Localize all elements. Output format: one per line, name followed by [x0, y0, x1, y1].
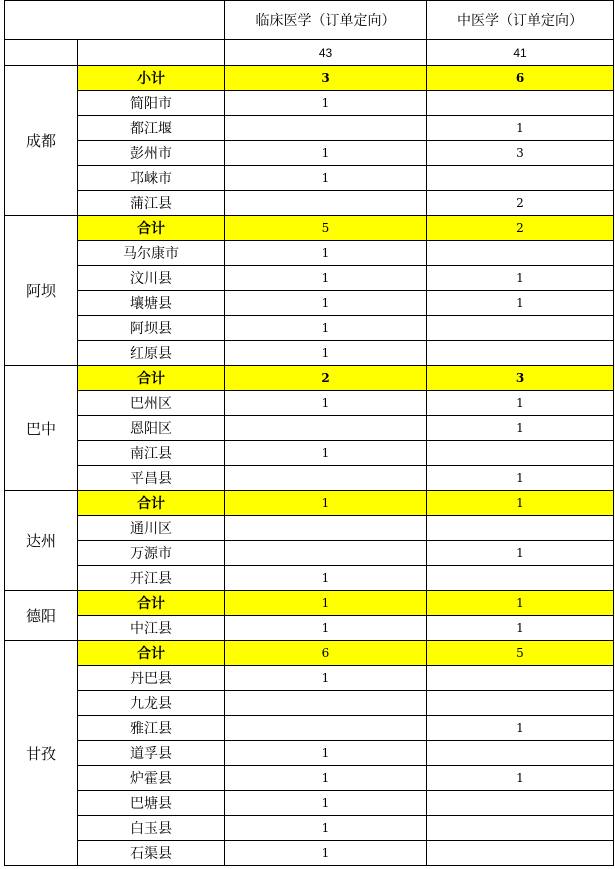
county-tcm: 1: [427, 716, 614, 741]
county-name: 道孚县: [78, 741, 225, 766]
county-name: 彭州市: [78, 141, 225, 166]
county-row: [5, 166, 614, 191]
county-name: 恩阳区: [78, 416, 225, 441]
county-clinical: 1: [225, 341, 427, 366]
county-clinical: 1: [225, 316, 427, 341]
subtotal-label: 合计: [78, 491, 225, 516]
county-tcm: [427, 341, 614, 366]
county-row: [5, 191, 614, 216]
subtotal-label: 合计: [78, 591, 225, 616]
county-name: 万源市: [78, 541, 225, 566]
county-tcm: [427, 841, 614, 866]
subtotal-clinical: 5: [225, 216, 427, 241]
county-tcm: [427, 666, 614, 691]
county-name: 九龙县: [78, 691, 225, 716]
county-tcm: 3: [427, 141, 614, 166]
header-clinical: 临床医学（订单定向）: [225, 1, 427, 40]
county-row: [5, 566, 614, 591]
subtotal-label: 小计: [78, 66, 225, 91]
county-name: 开江县: [78, 566, 225, 591]
county-clinical: 1: [225, 291, 427, 316]
county-name: 雅江县: [78, 716, 225, 741]
county-clinical: [225, 116, 427, 141]
county-clinical: 1: [225, 791, 427, 816]
subtotal-clinical: 2: [225, 366, 427, 391]
county-tcm: [427, 516, 614, 541]
county-tcm: [427, 316, 614, 341]
county-tcm: 1: [427, 266, 614, 291]
subtotal-label: 合计: [78, 641, 225, 666]
county-row: [5, 691, 614, 716]
subtotal-tcm: 2: [427, 216, 614, 241]
county-tcm: [427, 91, 614, 116]
county-name: 炉霍县: [78, 766, 225, 791]
county-tcm: 2: [427, 191, 614, 216]
county-name: 中江县: [78, 616, 225, 641]
county-row: [5, 816, 614, 841]
county-name: 白玉县: [78, 816, 225, 841]
header-row: [5, 1, 614, 40]
county-name: 阿坝县: [78, 316, 225, 341]
county-clinical: 1: [225, 666, 427, 691]
county-tcm: 1: [427, 541, 614, 566]
county-tcm: [427, 816, 614, 841]
county-row: [5, 741, 614, 766]
subtotal-clinical: 3: [225, 66, 427, 91]
county-clinical: [225, 191, 427, 216]
county-clinical: 1: [225, 816, 427, 841]
county-row: [5, 791, 614, 816]
county-row: [5, 516, 614, 541]
county-clinical: 1: [225, 141, 427, 166]
county-row: [5, 441, 614, 466]
county-tcm: [427, 166, 614, 191]
county-name: 壤塘县: [78, 291, 225, 316]
total-blank-cell: [78, 40, 225, 66]
county-name: 南江县: [78, 441, 225, 466]
county-clinical: 1: [225, 391, 427, 416]
subtotal-row: [5, 641, 614, 666]
county-name: 平昌县: [78, 466, 225, 491]
county-clinical: [225, 716, 427, 741]
subtotal-row: [5, 591, 614, 616]
region-name: 阿坝: [5, 216, 78, 366]
quota-table: [4, 0, 614, 866]
total-tcm: 41: [427, 40, 614, 66]
county-clinical: [225, 416, 427, 441]
county-clinical: 1: [225, 241, 427, 266]
subtotal-tcm: 5: [427, 641, 614, 666]
region-name: 成都: [5, 66, 78, 216]
county-row: [5, 841, 614, 866]
county-tcm: [427, 691, 614, 716]
county-name: 都江堰: [78, 116, 225, 141]
county-name: 石渠县: [78, 841, 225, 866]
county-clinical: 1: [225, 266, 427, 291]
county-row: [5, 141, 614, 166]
county-tcm: 1: [427, 416, 614, 441]
county-clinical: 1: [225, 166, 427, 191]
county-row: [5, 241, 614, 266]
subtotal-row: [5, 366, 614, 391]
county-row: [5, 341, 614, 366]
county-tcm: 1: [427, 466, 614, 491]
county-tcm: [427, 741, 614, 766]
region-name: 德阳: [5, 591, 78, 641]
region-name: 甘孜: [5, 641, 78, 866]
subtotal-label: 合计: [78, 216, 225, 241]
county-row: [5, 616, 614, 641]
county-name: 丹巴县: [78, 666, 225, 691]
county-clinical: [225, 541, 427, 566]
county-row: [5, 416, 614, 441]
county-clinical: 1: [225, 741, 427, 766]
subtotal-clinical: 6: [225, 641, 427, 666]
county-name: 邛崃市: [78, 166, 225, 191]
county-row: [5, 766, 614, 791]
county-clinical: 1: [225, 441, 427, 466]
county-tcm: [427, 791, 614, 816]
county-tcm: [427, 441, 614, 466]
county-row: [5, 666, 614, 691]
county-clinical: 1: [225, 616, 427, 641]
county-name: 简阳市: [78, 91, 225, 116]
county-clinical: 1: [225, 766, 427, 791]
county-tcm: 1: [427, 616, 614, 641]
county-tcm: 1: [427, 291, 614, 316]
county-row: [5, 291, 614, 316]
county-row: [5, 116, 614, 141]
quota-table-body: [5, 1, 614, 866]
county-name: 通川区: [78, 516, 225, 541]
county-clinical: 1: [225, 841, 427, 866]
county-tcm: 1: [427, 391, 614, 416]
county-row: [5, 391, 614, 416]
county-name: 蒲江县: [78, 191, 225, 216]
subtotal-row: [5, 66, 614, 91]
county-name: 巴塘县: [78, 791, 225, 816]
subtotal-clinical: 1: [225, 591, 427, 616]
county-row: [5, 91, 614, 116]
subtotal-tcm: 1: [427, 591, 614, 616]
county-row: [5, 466, 614, 491]
county-clinical: 1: [225, 91, 427, 116]
county-tcm: 1: [427, 766, 614, 791]
county-row: [5, 541, 614, 566]
subtotal-tcm: 1: [427, 491, 614, 516]
county-row: [5, 716, 614, 741]
county-clinical: 1: [225, 566, 427, 591]
county-clinical: [225, 691, 427, 716]
county-row: [5, 266, 614, 291]
county-tcm: [427, 241, 614, 266]
subtotal-label: 合计: [78, 366, 225, 391]
total-row: [5, 40, 614, 66]
subtotal-tcm: 3: [427, 366, 614, 391]
header-tcm: 中医学（订单定向）: [427, 1, 614, 40]
total-clinical: 43: [225, 40, 427, 66]
county-clinical: [225, 516, 427, 541]
subtotal-clinical: 1: [225, 491, 427, 516]
county-clinical: [225, 466, 427, 491]
county-name: 汶川县: [78, 266, 225, 291]
subtotal-row: [5, 216, 614, 241]
region-name: 达州: [5, 491, 78, 591]
county-name: 红原县: [78, 341, 225, 366]
county-row: [5, 316, 614, 341]
county-tcm: [427, 566, 614, 591]
county-tcm: 1: [427, 116, 614, 141]
region-name: 巴中: [5, 366, 78, 491]
subtotal-row: [5, 491, 614, 516]
subtotal-tcm: 6: [427, 66, 614, 91]
header-blank-cell: [5, 1, 225, 40]
total-blank-cell: [5, 40, 78, 66]
county-name: 巴州区: [78, 391, 225, 416]
county-name: 马尔康市: [78, 241, 225, 266]
